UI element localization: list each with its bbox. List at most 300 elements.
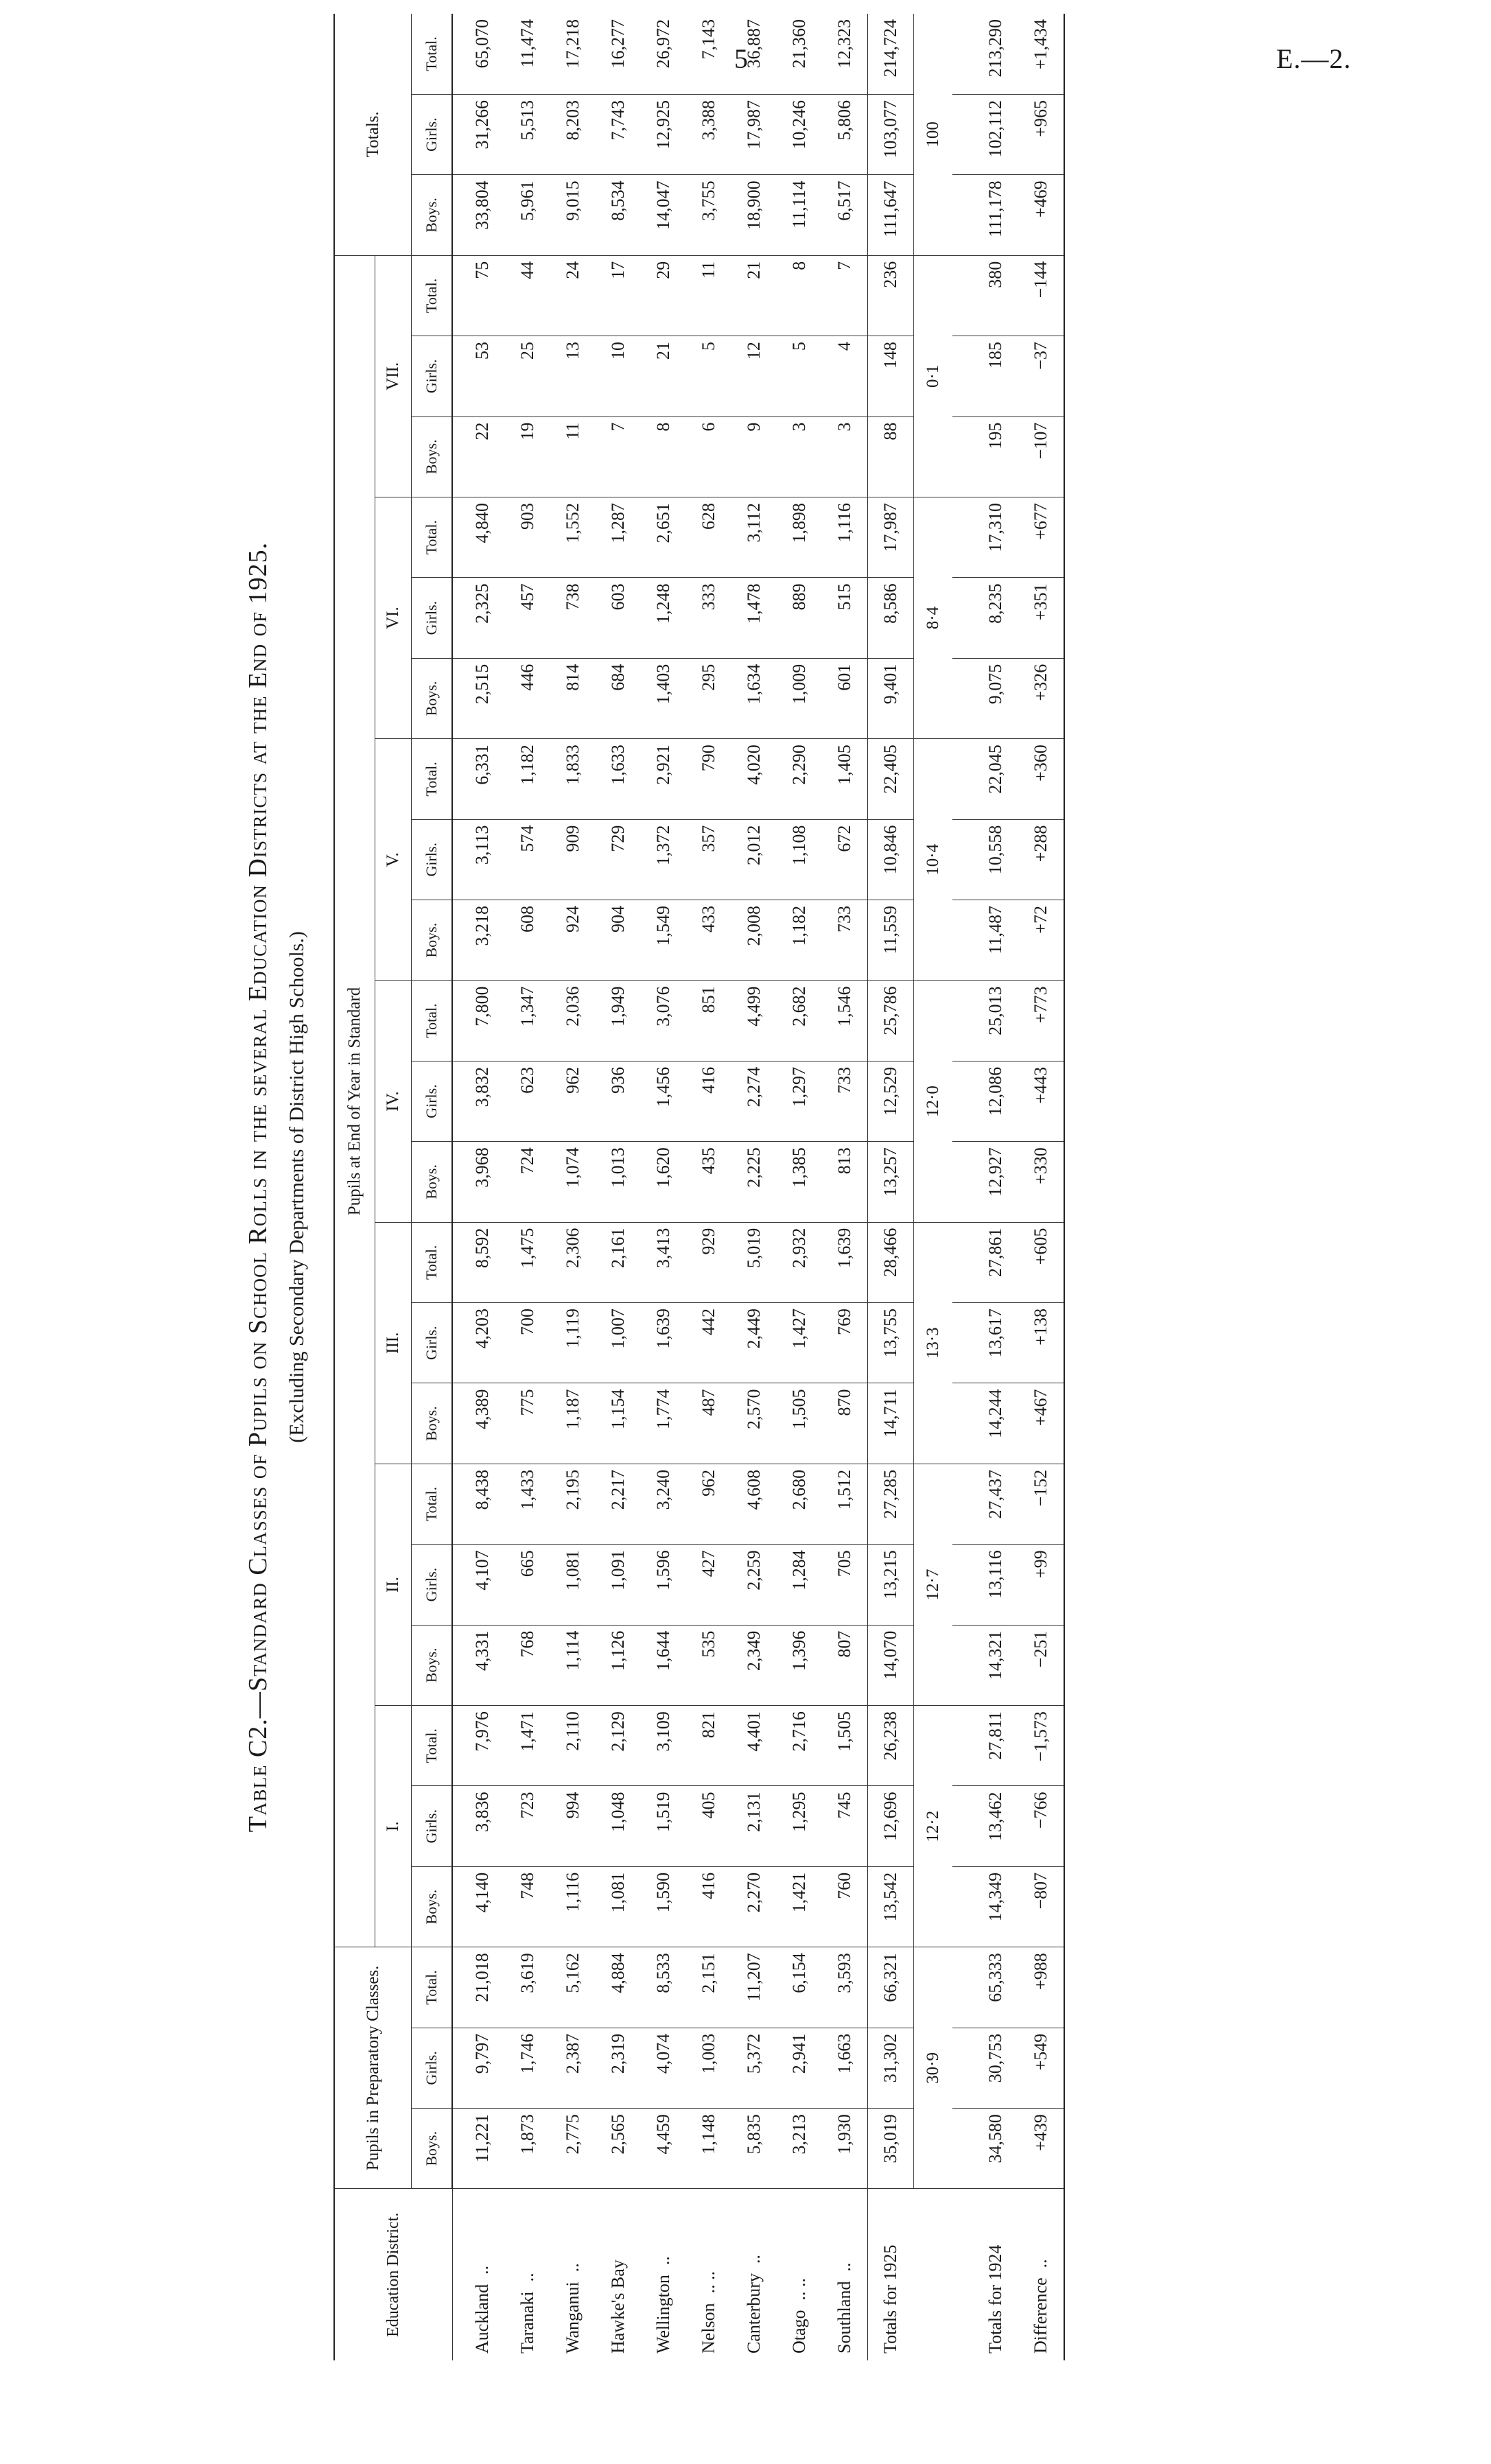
value-cell: 7,143	[686, 14, 731, 94]
sub-header: Boys.	[412, 658, 453, 738]
value-cell: 2,129	[596, 1706, 641, 1786]
value-cell: 17,218	[550, 14, 596, 94]
spacer-cell	[952, 1706, 973, 1786]
value-cell: 487	[686, 1383, 731, 1464]
value-cell: 4,884	[596, 1947, 641, 2028]
value-cell: 924	[550, 900, 596, 981]
value-cell: 1,182	[505, 739, 550, 819]
value-cell: 769	[822, 1303, 868, 1383]
value-cell: 22	[452, 416, 505, 497]
value-cell: 1,433	[505, 1464, 550, 1544]
sub-header: Total.	[412, 1947, 453, 2028]
value-cell: 1,287	[596, 497, 641, 577]
value-cell: 26,238	[868, 1706, 914, 1786]
value-cell: +443	[1018, 1061, 1064, 1141]
value-cell: 5	[777, 336, 822, 416]
value-cell: 4,401	[731, 1706, 777, 1786]
standard-header: Pupils at End of Year in Standard	[334, 255, 375, 1947]
table-title: Table C2.—Standard Classes of Pupils on School Rolls in the several Education Districts at the End of 1925.	[244, 541, 272, 1833]
value-cell: 814	[550, 658, 596, 738]
value-cell: 3,213	[777, 2109, 822, 2189]
value-cell: 3,755	[686, 175, 731, 255]
value-cell: 608	[505, 900, 550, 981]
spacer-cell	[952, 2189, 973, 2360]
value-cell: 1,512	[822, 1464, 868, 1544]
value-cell: 8,533	[641, 1947, 686, 2028]
value-cell: 2,651	[641, 497, 686, 577]
value-cell: 574	[505, 819, 550, 900]
value-cell: 27,811	[973, 1706, 1018, 1786]
value-cell: 813	[822, 1142, 868, 1222]
sub-header: Girls.	[412, 578, 453, 658]
value-cell: 2,387	[550, 2028, 596, 2108]
standard-classes-table	[333, 14, 1065, 2360]
sub-header: Boys.	[412, 1383, 453, 1464]
table-row	[686, 14, 731, 2360]
percentage-label-cell	[914, 2189, 953, 2360]
spacer-cell	[952, 658, 973, 738]
value-cell: 3,832	[452, 1061, 505, 1141]
value-cell: 8,438	[452, 1464, 505, 1544]
value-cell: 9,075	[973, 658, 1018, 738]
percentage-row	[914, 14, 953, 2360]
standard-group-header: III.	[375, 1222, 412, 1464]
district-cell	[550, 2189, 596, 2360]
value-cell: 65,333	[973, 1947, 1018, 2028]
value-cell: 1,119	[550, 1303, 596, 1383]
value-cell: 889	[777, 578, 822, 658]
percentage-cell: 0·1	[914, 255, 953, 497]
sub-header: Girls.	[412, 336, 453, 416]
district-cell	[596, 2189, 641, 2360]
value-cell: 2,716	[777, 1706, 822, 1786]
value-cell: 13,116	[973, 1545, 1018, 1625]
value-cell: 1,478	[731, 578, 777, 658]
district-cell	[822, 2189, 868, 2360]
value-cell: 11,474	[505, 14, 550, 94]
value-cell: 9,797	[452, 2028, 505, 2108]
value-cell: +467	[1018, 1383, 1064, 1464]
sub-header: Total.	[412, 255, 453, 336]
value-cell: 14,244	[973, 1383, 1018, 1464]
value-cell: 790	[686, 739, 731, 819]
value-cell: 5,019	[731, 1222, 777, 1302]
value-cell: 17,310	[973, 497, 1018, 577]
value-cell: 1,427	[777, 1303, 822, 1383]
value-cell: 775	[505, 1383, 550, 1464]
value-cell: 195	[973, 416, 1018, 497]
value-cell: 7,800	[452, 981, 505, 1061]
value-cell: 1,148	[686, 2109, 731, 2189]
value-cell: +99	[1018, 1545, 1064, 1625]
value-cell: 4,389	[452, 1383, 505, 1464]
value-cell: 295	[686, 658, 731, 738]
value-cell: 1,596	[641, 1545, 686, 1625]
value-cell: 2,349	[731, 1625, 777, 1705]
rotated-table-block	[240, 14, 1242, 2360]
district-label: Totals for 1924	[985, 2244, 1005, 2354]
value-cell: +549	[1018, 2028, 1064, 2108]
value-cell: 2,274	[731, 1061, 777, 1141]
value-cell: 11,114	[777, 175, 822, 255]
spacer-cell	[952, 981, 973, 1061]
value-cell: 2,775	[550, 2109, 596, 2189]
dot-leader: ..	[471, 2265, 492, 2275]
sub-header: Total.	[412, 497, 453, 577]
district-header: Education District.	[334, 2189, 452, 2360]
value-cell: 103,077	[868, 94, 914, 174]
value-cell: 111,647	[868, 175, 914, 255]
value-cell: 10,558	[973, 819, 1018, 900]
spacer-cell	[952, 1786, 973, 1866]
value-cell: 405	[686, 1786, 731, 1866]
value-cell: 21	[731, 255, 777, 336]
standard-group-header: I.	[375, 1706, 412, 1947]
value-cell: 909	[550, 819, 596, 900]
value-cell: 29	[641, 255, 686, 336]
value-cell: 7,976	[452, 1706, 505, 1786]
value-cell: 35,019	[868, 2109, 914, 2189]
value-cell: 2,682	[777, 981, 822, 1061]
table-row	[452, 14, 505, 2360]
spacer-cell	[952, 2109, 973, 2189]
value-cell: 1,620	[641, 1142, 686, 1222]
value-cell: 11	[550, 416, 596, 497]
spacer-cell	[952, 416, 973, 497]
value-cell: 442	[686, 1303, 731, 1383]
value-cell: 2,680	[777, 1464, 822, 1544]
sub-header: Total.	[412, 739, 453, 819]
value-cell: 2,565	[596, 2109, 641, 2189]
value-cell: 14,711	[868, 1383, 914, 1464]
value-cell: 1,009	[777, 658, 822, 738]
district-cell	[731, 2189, 777, 2360]
value-cell: 21,360	[777, 14, 822, 94]
value-cell: 427	[686, 1545, 731, 1625]
value-cell: 416	[686, 1866, 731, 1947]
value-cell: 535	[686, 1625, 731, 1705]
value-cell: 2,325	[452, 578, 505, 658]
dot-leader: ..	[563, 2263, 583, 2273]
district-label: Southland	[834, 2281, 854, 2354]
value-cell: 1,154	[596, 1383, 641, 1464]
value-cell: 34,580	[973, 2109, 1018, 2189]
value-cell: 22,405	[868, 739, 914, 819]
value-cell: 738	[550, 578, 596, 658]
value-cell: 603	[596, 578, 641, 658]
value-cell: 25,013	[973, 981, 1018, 1061]
value-cell: 1,405	[822, 739, 868, 819]
district-cell	[641, 2189, 686, 2360]
value-cell: 2,217	[596, 1464, 641, 1544]
table-row	[1018, 14, 1064, 2360]
sub-header: Total.	[412, 1464, 453, 1544]
value-cell: 10,846	[868, 819, 914, 900]
value-cell: 1,003	[686, 2028, 731, 2108]
spacer-cell	[952, 1222, 973, 1302]
value-cell: 994	[550, 1786, 596, 1866]
value-cell: −766	[1018, 1786, 1064, 1866]
table-row	[973, 14, 1018, 2360]
value-cell: 700	[505, 1303, 550, 1383]
value-cell: +360	[1018, 739, 1064, 819]
value-cell: 8,534	[596, 175, 641, 255]
table-row	[505, 14, 550, 2360]
sub-header: Boys.	[412, 2109, 453, 2189]
spacer-cell	[952, 255, 973, 336]
value-cell: 13,215	[868, 1545, 914, 1625]
value-cell: 1,471	[505, 1706, 550, 1786]
value-cell: 11,207	[731, 1947, 777, 2028]
value-cell: 3,076	[641, 981, 686, 1061]
value-cell: 102,112	[973, 94, 1018, 174]
value-cell: 2,008	[731, 900, 777, 981]
value-cell: 36,887	[731, 14, 777, 94]
value-cell: 962	[686, 1464, 731, 1544]
value-cell: 25,786	[868, 981, 914, 1061]
sub-header: Girls.	[412, 1545, 453, 1625]
value-cell: +138	[1018, 1303, 1064, 1383]
district-label: Hawke's Bay	[608, 2260, 628, 2354]
spacer-cell	[952, 497, 973, 577]
dot-leader: ..	[834, 2262, 854, 2272]
value-cell: 2,515	[452, 658, 505, 738]
value-cell: 11,487	[973, 900, 1018, 981]
value-cell: +773	[1018, 981, 1064, 1061]
value-cell: +351	[1018, 578, 1064, 658]
spacer-row	[952, 14, 973, 2360]
value-cell: 2,259	[731, 1545, 777, 1625]
value-cell: 1,774	[641, 1383, 686, 1464]
value-cell: 6,331	[452, 739, 505, 819]
value-cell: 1,385	[777, 1142, 822, 1222]
value-cell: 5,372	[731, 2028, 777, 2108]
value-cell: 8	[641, 416, 686, 497]
value-cell: 10	[596, 336, 641, 416]
sub-header: Girls.	[412, 94, 453, 174]
district-label: Wanganui	[563, 2281, 583, 2354]
standard-group-header: IV.	[375, 981, 412, 1222]
table-row	[641, 14, 686, 2360]
value-cell: 1,372	[641, 819, 686, 900]
value-cell: 4,020	[731, 739, 777, 819]
district-label: Taranaki	[517, 2291, 537, 2354]
value-cell: 3,968	[452, 1142, 505, 1222]
value-cell: 1,519	[641, 1786, 686, 1866]
value-cell: 1,663	[822, 2028, 868, 2108]
value-cell: 3	[777, 416, 822, 497]
value-cell: 515	[822, 578, 868, 658]
value-cell: 66,321	[868, 1947, 914, 2028]
value-cell: 18,900	[731, 175, 777, 255]
value-cell: 4	[822, 336, 868, 416]
value-cell: 904	[596, 900, 641, 981]
value-cell: 14,349	[973, 1866, 1018, 1947]
value-cell: 2,570	[731, 1383, 777, 1464]
value-cell: 27,437	[973, 1464, 1018, 1544]
value-cell: 3,113	[452, 819, 505, 900]
value-cell: +439	[1018, 2109, 1064, 2189]
value-cell: 12,925	[641, 94, 686, 174]
value-cell: 768	[505, 1625, 550, 1705]
value-cell: 21	[641, 336, 686, 416]
value-cell: 3,413	[641, 1222, 686, 1302]
value-cell: 1,126	[596, 1625, 641, 1705]
value-cell: 14,321	[973, 1625, 1018, 1705]
value-cell: 1,403	[641, 658, 686, 738]
value-cell: 4,107	[452, 1545, 505, 1625]
spacer-cell	[952, 14, 973, 94]
value-cell: 8,235	[973, 578, 1018, 658]
sub-header: Girls.	[412, 1061, 453, 1141]
value-cell: +72	[1018, 900, 1064, 981]
value-cell: 1,116	[550, 1866, 596, 1947]
value-cell: 5,162	[550, 1947, 596, 2028]
value-cell: +469	[1018, 175, 1064, 255]
value-cell: 1,116	[822, 497, 868, 577]
value-cell: 1,949	[596, 981, 641, 1061]
value-cell: 8,203	[550, 94, 596, 174]
value-cell: 30,753	[973, 2028, 1018, 2108]
table-row	[822, 14, 868, 2360]
value-cell: 2,941	[777, 2028, 822, 2108]
district-label: Wellington	[653, 2275, 673, 2354]
value-cell: 1,633	[596, 739, 641, 819]
spacer-cell	[952, 1303, 973, 1383]
value-cell: 851	[686, 981, 731, 1061]
value-cell: 8,592	[452, 1222, 505, 1302]
district-cell	[505, 2189, 550, 2360]
district-label: Auckland	[471, 2284, 492, 2354]
value-cell: 1,634	[731, 658, 777, 738]
value-cell: 12,086	[973, 1061, 1018, 1141]
table-row	[777, 14, 822, 2360]
value-cell: 7	[822, 255, 868, 336]
value-cell: 17,987	[868, 497, 914, 577]
value-cell: 19	[505, 416, 550, 497]
value-cell: 1,546	[822, 981, 868, 1061]
district-label: Nelson	[698, 2303, 718, 2354]
value-cell: 745	[822, 1786, 868, 1866]
value-cell: 7,743	[596, 94, 641, 174]
spacer-cell	[952, 2028, 973, 2108]
sub-header: Girls.	[412, 1303, 453, 1383]
value-cell: 7	[596, 416, 641, 497]
value-cell: 2,290	[777, 739, 822, 819]
value-cell: 4,459	[641, 2109, 686, 2189]
district-cell	[452, 2189, 505, 2360]
value-cell: 28,466	[868, 1222, 914, 1302]
value-cell: 11	[686, 255, 731, 336]
value-cell: 3	[822, 416, 868, 497]
value-cell: 12	[731, 336, 777, 416]
value-cell: 236	[868, 255, 914, 336]
dot-leader: ..	[517, 2273, 537, 2282]
value-cell: 13,755	[868, 1303, 914, 1383]
value-cell: −37	[1018, 336, 1064, 416]
value-cell: 1,396	[777, 1625, 822, 1705]
value-cell: 33,804	[452, 175, 505, 255]
page-number: 5	[734, 43, 748, 74]
value-cell: 3,593	[822, 1947, 868, 2028]
value-cell: 903	[505, 497, 550, 577]
prep-header: Pupils in Preparatory Classes.	[334, 1947, 412, 2189]
value-cell: 10,246	[777, 94, 822, 174]
value-cell: 1,114	[550, 1625, 596, 1705]
sub-header: Girls.	[412, 819, 453, 900]
value-cell: 1,284	[777, 1545, 822, 1625]
value-cell: 8,586	[868, 578, 914, 658]
value-cell: 4,331	[452, 1625, 505, 1705]
value-cell: 2,449	[731, 1303, 777, 1383]
sub-header: Boys.	[412, 900, 453, 981]
value-cell: 27,285	[868, 1464, 914, 1544]
value-cell: 929	[686, 1222, 731, 1302]
value-cell: 2,270	[731, 1866, 777, 1947]
value-cell: 1,833	[550, 739, 596, 819]
value-cell: 11,221	[452, 2109, 505, 2189]
value-cell: 4,203	[452, 1303, 505, 1383]
value-cell: 13	[550, 336, 596, 416]
sub-header: Girls.	[412, 2028, 453, 2108]
value-cell: 962	[550, 1061, 596, 1141]
value-cell: 1,297	[777, 1061, 822, 1141]
spacer-cell	[952, 175, 973, 255]
value-cell: 723	[505, 1786, 550, 1866]
value-cell: 5,513	[505, 94, 550, 174]
value-cell: 2,921	[641, 739, 686, 819]
value-cell: 1,013	[596, 1142, 641, 1222]
value-cell: 807	[822, 1625, 868, 1705]
value-cell: 4,074	[641, 2028, 686, 2108]
dot-leader: ..	[1031, 2259, 1050, 2268]
value-cell: 9,401	[868, 658, 914, 738]
value-cell: 2,195	[550, 1464, 596, 1544]
value-cell: 13,462	[973, 1786, 1018, 1866]
sub-header: Boys.	[412, 416, 453, 497]
value-cell: 1,081	[596, 1866, 641, 1947]
value-cell: 12,696	[868, 1786, 914, 1866]
value-cell: 623	[505, 1061, 550, 1141]
value-cell: 724	[505, 1142, 550, 1222]
value-cell: +605	[1018, 1222, 1064, 1302]
spacer-cell	[952, 739, 973, 819]
value-cell: 3,109	[641, 1706, 686, 1786]
value-cell: 214,724	[868, 14, 914, 94]
sub-header: Total.	[412, 1706, 453, 1786]
value-cell: 3,112	[731, 497, 777, 577]
value-cell: −1,573	[1018, 1706, 1064, 1786]
value-cell: 601	[822, 658, 868, 738]
standard-group-header: VII.	[375, 255, 412, 497]
spacer-cell	[952, 578, 973, 658]
value-cell: 3,240	[641, 1464, 686, 1544]
district-label: Totals for 1925	[880, 2244, 901, 2354]
value-cell: 6,154	[777, 1947, 822, 2028]
value-cell: +326	[1018, 658, 1064, 738]
value-cell: 9	[731, 416, 777, 497]
value-cell: 17,987	[731, 94, 777, 174]
value-cell: 88	[868, 416, 914, 497]
value-cell: 1,930	[822, 2109, 868, 2189]
standard-group-header: V.	[375, 739, 412, 981]
percentage-cell: 12·2	[914, 1706, 953, 1947]
value-cell: 5,806	[822, 94, 868, 174]
sub-header: Girls.	[412, 1786, 453, 1866]
value-cell: 1,639	[822, 1222, 868, 1302]
value-cell: −152	[1018, 1464, 1064, 1544]
percentage-cell: 8·4	[914, 497, 953, 738]
